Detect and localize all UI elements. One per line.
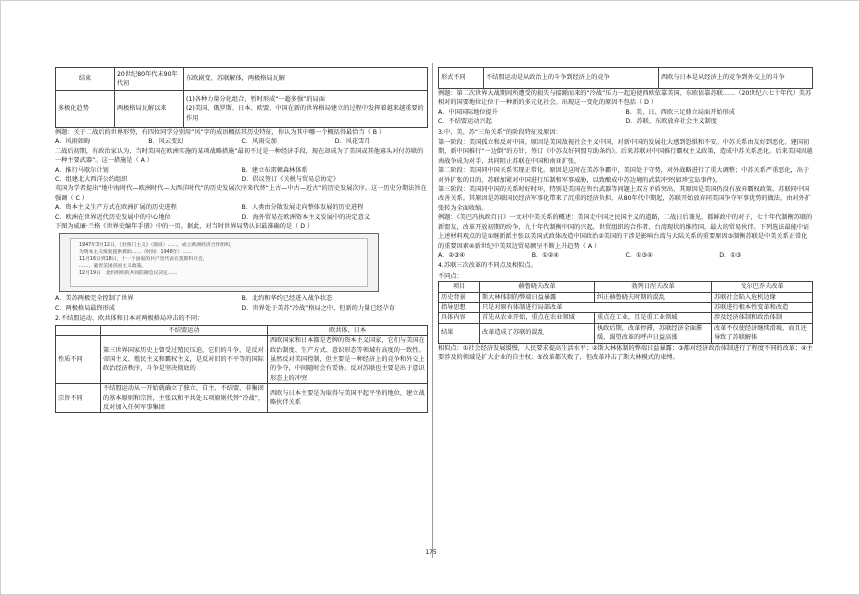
option: B．风云变幻 — [148, 138, 184, 146]
table-header-cell: 戈尔巴乔夫改革 — [712, 282, 813, 292]
table-header-cell — [56, 325, 101, 335]
table-row — [56, 91, 428, 128]
options-list — [55, 294, 428, 313]
section-title: 2.不结盟运动、欧共体和日本对两极格局冲击的不同： — [55, 315, 204, 323]
question-stem: 下图为威廉·兰格《世界史编年手册》中的一页。据此，对当时世界局势认识最准确的是（ D ） — [55, 223, 314, 231]
option: C．两极格局最终形成 — [55, 304, 116, 312]
table-row — [439, 323, 813, 343]
table-cell: 多极化趋势 — [56, 91, 115, 128]
option: B．建立布雷顿森林体系 — [241, 166, 308, 174]
image-text-line: 12月19日 北约组织的共同防御会议决定…… — [79, 271, 178, 277]
question-stem: 英国为学者提出“地中海时代—欧洲时代—大西洋时代”的历史发展次序来代替“上古—中古—近古”的历史发展次序。这一历史分期法旨在强调（ C ） — [55, 185, 427, 202]
table-cell: 西欧与日本主要是为取得与美国平起平坐的地位，建立战略伙伴关系 — [268, 384, 428, 413]
option: D．①③ — [719, 251, 742, 259]
table-cell: 结束 — [56, 68, 115, 91]
table-row — [439, 292, 813, 302]
paragraph: 第一阶段：美国孤立和反对中国。原因是美国敌视社会主义中国，对新中国的发展壮大感到恐惧和不安。中苏关系由友好到恶化。建国初期，新中国推行“一边倒”的方针，签订《中苏友好同盟互助条约》。后来苏联对中国推行霸权主义政策，造成中苏关系恶化。后来美国因越南战争成为对手，共同阻止苏联在中国和南亚扩张。 — [438, 139, 813, 165]
table-cell: 首先从农业开始，重点在农业领域 — [480, 313, 595, 323]
option: C．欧洲在世界近代历史发展中的中心地位 — [55, 213, 171, 221]
option: B．①②④ — [531, 251, 559, 259]
table-cell: 西欧国家和日本都是老牌的资本主义国家，它们与美国在政治制度、生产方式、意识形态等领域有高度的一致性。虽然反对美国控制，但主要是一种经济上的竞争和外交上的争夺，中间随时会有妥协。反对苏联也主要是出于意识形态上的冲突 — [268, 336, 428, 384]
right-column — [438, 67, 813, 362]
table-row — [439, 302, 813, 312]
option: C．不结盟运动兴起 — [438, 118, 492, 126]
option: A．风雨如晦 — [55, 138, 91, 146]
section-title: 3.中、美、苏“三角关系”的阶段特征及原因： — [438, 128, 562, 136]
page-number: 175 — [425, 549, 437, 556]
table-header-row — [439, 282, 813, 292]
paragraph: 第三阶段：美国同中国的关系时好时坏，特别是美国在售台武器等问题上双方矛盾突出，其原因是美国仍没有放弃霸权政策。苏联同中国改善关系。其原因是苏联国民经济军事化带来了沉重的经济负担，从80年代中期起，苏联开始放弃同美国争夺军事优势的做法，由对外扩张转为全面收缩。 — [438, 186, 811, 212]
options-list — [55, 166, 428, 185]
table-cell: 重点在工业，且是重工业领域 — [595, 313, 712, 323]
option: A．②③④ — [438, 251, 466, 259]
question-stem: 二战后初期，有政治家认为，当时美国在欧洲实施的某项战略措施“最初不过是一种经济手段，现在却成为了美国或其他寡头对付苏联的一种主要武器”。这一措施是（ A ） — [55, 147, 424, 165]
table-cell: 纠正赫鲁晓夫时期的混乱 — [595, 292, 712, 302]
paragraph: 第二阶段：美国同中国关系实现正常化。原因是这时在美苏争霸中，美国处于守势，对外战略进行了重大调整；中苏关系严重恶化，出于对外扩张的目的，苏联加紧对中国进行压制和军事威胁，以致酿成中苏边境的武装冲突(如珍宝岛事件)。 — [438, 167, 810, 184]
table-header-cell: 项目 — [439, 282, 480, 292]
option: A．推行马歇尔计划 — [55, 166, 109, 174]
table-cell: 执政后期，改革停滞，苏联经济全面滞缓，渴望改革的呼声日益高涨 — [595, 323, 712, 343]
table-cell: 改革造成了苏联的混乱 — [480, 323, 595, 343]
table-cell — [184, 91, 428, 128]
image-text-line: 1947年3月12日，《杜鲁门主义》（演说）……，成立欧洲经济合作组织， — [79, 243, 235, 249]
table-header-cell: 赫鲁晓夫改革 — [480, 282, 595, 292]
section-title: 4.苏联三次改革的不同点及相似点。 — [438, 262, 537, 270]
paragraph: 相似点：①社会经济发展缓慢，人民要求提高生活水平；②斯大林体制的弊端日益暴露；③都对经济政治体制进行了程度不同的改革；④主要涉及的领域是扩大企业的自主权；⑤改革都失败了，但改革冲击了斯大林模式的束缚。 — [438, 344, 813, 361]
table-cell: 第三世界国家历史上曾受过殖民压迫，它们的斗争，是反对帝国主义、殖民主义和霸权主义，是反对旧的不平等的国际政治经济秩序，斗争是坚决彻底的 — [101, 336, 268, 384]
table-header-cell: 不结盟运动 — [101, 325, 268, 335]
left-column — [55, 67, 428, 413]
table-cell: 苏联进行根本性变革和改造 — [712, 302, 813, 312]
table-cell: 形式不同 — [439, 68, 484, 89]
options-list — [438, 108, 813, 127]
options-list — [438, 251, 813, 260]
table-cell: 两极格局瓦解以来 — [115, 91, 184, 128]
comparison-table — [55, 325, 428, 414]
table-cell: 宗旨不同 — [56, 384, 101, 413]
soviet-reform-table — [438, 281, 813, 343]
image-text-line: ……，谴责美国帝国主义政策。 — [79, 264, 147, 270]
table-cell: 只是对原有体制进行局部改革 — [480, 302, 712, 312]
table-cell: 斯大林体制的弊端日益暴露 — [480, 292, 595, 302]
option: D．倡议签订《关税与贸易总协定》 — [241, 176, 340, 184]
option: B．北约和华约已经进入战争状态 — [241, 295, 333, 303]
option: D．苏联、东欧放弃社会主义制度 — [625, 118, 717, 126]
text-line: (1)各种力量分化组合，暂时形成“一超多强”的局面 — [186, 95, 325, 103]
table-row — [56, 384, 428, 413]
option: B．人类由分散发展走向整体发展的历史进程 — [241, 204, 364, 212]
bipolar-pattern-table — [55, 67, 428, 128]
image-text-line: 为资本主义恢复提供援助……（时间：1948年）…… — [79, 250, 192, 256]
column-divider — [432, 63, 433, 558]
option: A．中国国际地位提升 — [438, 108, 498, 116]
option: A．资本主义生产方式在欧洲扩展的历史进程 — [55, 204, 177, 212]
options-list — [55, 137, 428, 146]
table-cell: 历史背景 — [439, 292, 480, 302]
table-cell: 改革不仅使经济继续滑坡，而且还导致了苏联解体 — [712, 323, 813, 343]
question-stem: 例题：第二次世界大战期间所遭受的损失与接踵而来的“冷战”压力一起迫使西欧依靠美国、东欧依靠苏联……（20世纪六七十年代）美苏相对的国要地位让位于一种新的多元化社会。出现这一变化的原因不包括（ D ） — [438, 90, 812, 107]
option: C．①③④ — [625, 251, 653, 259]
table-cell: 20世纪80年代末90年代初 — [115, 68, 184, 91]
table-row — [56, 336, 428, 384]
table-row — [56, 68, 428, 91]
table-header-row — [56, 325, 428, 335]
handbook-page-image — [59, 233, 379, 292]
table-cell: 不结盟运动从一开始就确立了独立、自主、不结盟、非集团的基本原则和宗旨，主张以和平共处五项原则代替“冷战”，反对加入任何军事集团 — [101, 384, 268, 413]
options-list — [55, 203, 428, 222]
option: D．海外贸易在欧洲资本主义发展中的决定意义 — [241, 213, 371, 221]
handbook-page-text — [70, 238, 368, 287]
table-header-cell: 欧共体、日本 — [268, 325, 428, 335]
table-row — [439, 68, 813, 89]
option: D．世界处于美苏“冷战”格局之中，但新的力量已经孕育 — [241, 304, 395, 312]
question-stem: 例题：关于二战后的世界形势，有四位同学分别用“风”字的成语概括其历史特征，你认为其中哪一个概括得最恰当（ B ） — [55, 129, 386, 136]
table-cell: 苏联社会陷入危机边缘 — [712, 292, 813, 302]
text-line: (2)美国、俄罗斯、日本、欧盟、中国在新的世界格局建立的过程中发挥着越来越重要的作用 — [186, 105, 424, 122]
option: D．风花雪月 — [334, 138, 371, 146]
table-cell: 具体内容 — [439, 313, 480, 323]
sub-heading: 不同点： — [438, 272, 463, 280]
table-cell: 指导思想 — [439, 302, 480, 312]
table-cell: 结果 — [439, 323, 480, 343]
image-text-line: 11月16日到18日，十一个国家的共产党代表在莫斯科开会， — [79, 257, 208, 263]
table-cell: 东欧剧变、苏联解体，两极格局瓦解 — [184, 68, 428, 91]
table-cell: 涉及经济体制和政治体制 — [712, 313, 813, 323]
form-difference-table — [438, 67, 813, 89]
table-cell: 不结盟运动是从政治上的斗争到经济上的竞争 — [484, 68, 659, 89]
option: C．组建北大西洋公约组织 — [55, 176, 128, 184]
option: A．美苏两极完全控制了世界 — [55, 295, 134, 303]
table-header-cell: 勃列日涅夫改革 — [595, 282, 712, 292]
option: B．美、日、西欧三足鼎立局面开始形成 — [625, 108, 735, 116]
table-cell: 西欧与日本是从经济上的竞争到外交上的斗争 — [659, 68, 813, 89]
table-row — [439, 313, 813, 323]
question-stem: 例题：《美巴冯执政百日》一文对中美关系的概述：美国走中国之民国主义的道路，二战日后兼见，都鲜政中的对子，七十年代制衡苏联的新盟友，改革开放初期的纷争，九十年代制衡中国的兴起，世贸组织的合作者，台湾现状的维持国，最大的贸易伙伴。下列选法最能中证上述材料观点的是①继新派主张以美国式政体改造中国政治②美国的干涉是影响台湾与大陆关系的重要原因③制衡苏联是中美关系正常化的重要因素④新世纪中美双边贸易额呈不断上升趋势（ A ） — [438, 214, 813, 250]
table-cell: 性质不同 — [56, 336, 101, 384]
option: C．风雨交加 — [241, 138, 277, 146]
